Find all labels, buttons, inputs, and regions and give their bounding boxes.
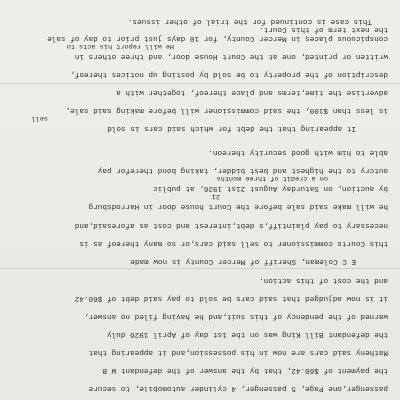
- text-line-15: It appearing that the debt for which said cars is sold: [107, 124, 356, 132]
- insertion-report: He will report his acts to: [66, 42, 174, 50]
- text-line-7: and the cost of this action.: [259, 276, 388, 284]
- text-line-19: written or printed, one at the Court House door, and three others in: [74, 52, 388, 60]
- text-line-8: E C Coleman, Sheriff of Mercer County is now made: [130, 257, 356, 265]
- text-line-22: This case is continued for the trial of other issues.: [127, 17, 372, 25]
- text-line-16: is less than $100, the said commissioner will before making said sale,: [65, 106, 388, 114]
- text-line-1: passenger,one Page, 5 passenger, 4 cylinder automobile, to secure: [88, 384, 388, 392]
- text-line-17: advertise the time,terms and place thereof, together with a: [116, 88, 388, 96]
- text-line-18: description of the property to be sold by posting up notices thereof,: [70, 70, 388, 78]
- text-line-6: it is now adjudged that said cars be sold to pay said debt of $60.42: [74, 294, 388, 302]
- text-line-13: outcry to the highest and best bidder, taking bond therefor pay: [97, 166, 388, 174]
- text-line-10: necessary to pay plaintiff,s debt,interest and cost as aforesaid,and: [74, 221, 388, 229]
- handwritten-insertion-date: 21: [211, 192, 220, 200]
- text-line-14: able to him with good security thereon.: [208, 148, 388, 156]
- text-line-5: warned of the pendency of this suit,and he having filed no answer,: [83, 312, 388, 320]
- text-line-4: the defendant Bill King was on the 1st day of April 1926 duly: [106, 330, 388, 338]
- insertion-sell: sell: [31, 114, 48, 122]
- text-line-21: the next term of this Court.: [259, 25, 388, 33]
- typed-court-order-text: [6, 16, 394, 392]
- text-line-11: he will make said sale before the Court house door in Harrodsburg: [88, 202, 388, 210]
- text-line-20: conspicuous places in Mercer County, for 10 days just prior to day of sale: [47, 34, 388, 42]
- text-line-9: this Courts commissioner to sell said cars,or so many thereof as is: [79, 239, 388, 247]
- text-line-2: the payment of $60.42, that by the answer of the defendant W B: [102, 366, 388, 374]
- text-line-12: by auction, on Saturday August 21st 1926, at public: [153, 184, 388, 192]
- insertion-credit-terms: on a credit of three months: [216, 174, 328, 182]
- text-line-3: Matheny said cars are now in his possession,and it appearing that: [88, 348, 388, 356]
